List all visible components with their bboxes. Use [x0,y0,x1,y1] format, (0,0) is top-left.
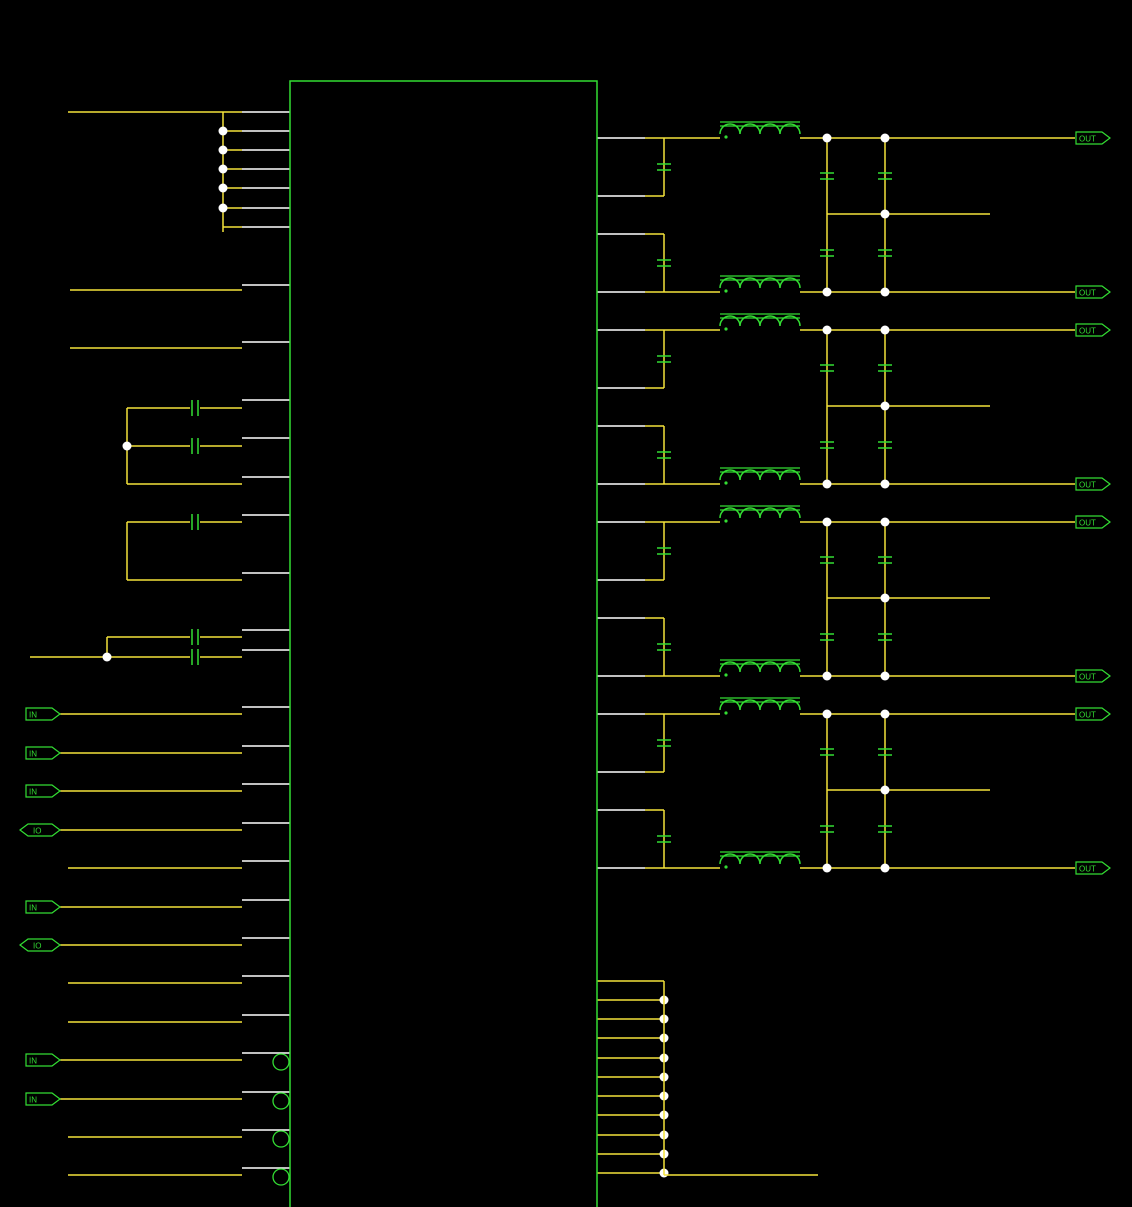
inductor-polarity-dot [724,481,727,484]
port-flag-text: OUT [1079,710,1096,720]
pvdd-junction-dot [219,165,228,174]
parts-layer [20,81,1110,1207]
port-flag-text: IN [29,710,37,720]
pvdd-junction-dot [219,204,228,213]
filter-junction-dot [881,710,890,719]
wires-layer [30,112,1075,1178]
port-flag-text: IO [33,826,42,836]
port-flag-text: OUT [1079,518,1096,528]
io-port-flag [20,939,60,951]
vcom-junction-dot [123,442,132,451]
filter-junction-dot [881,288,890,297]
filter-gnd-junction-dot [881,786,890,795]
filter-junction-dot [881,864,890,873]
output-port-flag [1076,516,1110,528]
filter-gnd-junction-dot [881,594,890,603]
port-flag-text: OUT [1079,864,1096,874]
inductor-polarity-dot [724,865,727,868]
filter-junction-dot [823,134,832,143]
output-port-flag [1076,478,1110,490]
port-flag-text: IN [29,1056,37,1066]
inverted-pin-circle [273,1054,289,1070]
filter-junction-dot [823,710,832,719]
io-port-flag [20,824,60,836]
filter-junction-dot [881,326,890,335]
input-port-flag [26,1093,60,1105]
filter-junction-dot [881,672,890,681]
inductor-p-ch3 [720,314,800,331]
input-port-flag [26,901,60,913]
port-flag-text: IN [29,1095,37,1105]
input-port-flag [26,747,60,759]
input-port-flag [26,785,60,797]
inductor-polarity-dot [724,135,727,138]
port-flag-text: OUT [1079,326,1096,336]
inverted-pin-circle [273,1131,289,1147]
filter-junction-dot [823,326,832,335]
inductor-polarity-dot [724,519,727,522]
port-flag-text: OUT [1079,288,1096,298]
filter-junction-dot [823,864,832,873]
inductor-m-ch2 [720,660,800,677]
inverted-pin-circle [273,1169,289,1185]
inductor-m-ch3 [720,468,800,485]
port-flag-text: OUT [1079,134,1096,144]
output-port-flag [1076,670,1110,682]
output-port-flag [1076,708,1110,720]
port-flag-text: IO [33,941,42,951]
pvdd-junction-dot [219,184,228,193]
filter-gnd-junction-dot [881,402,890,411]
output-port-flag [1076,132,1110,144]
inductor-p-ch2 [720,506,800,523]
filter-junction-dot [881,480,890,489]
pvdd-junction-dot [219,146,228,155]
port-flag-text: OUT [1079,480,1096,490]
inverted-pin-circle [273,1093,289,1109]
input-port-flag [26,1054,60,1066]
port-flag-text: OUT [1079,672,1096,682]
filter-junction-dot [881,134,890,143]
inductor-polarity-dot [724,327,727,330]
output-port-flag [1076,324,1110,336]
output-port-flag [1076,286,1110,298]
filter-junction-dot [823,288,832,297]
port-flag-text: IN [29,749,37,759]
inductor-polarity-dot [724,289,727,292]
port-flag-text: IN [29,903,37,913]
filter-gnd-junction-dot [881,210,890,219]
inductor-polarity-dot [724,673,727,676]
gvdd-gnd-junction-dot [103,653,112,662]
inductor-polarity-dot [724,711,727,714]
filter-junction-dot [823,518,832,527]
port-flag-text: IN [29,787,37,797]
filter-junction-dot [881,518,890,527]
output-port-flag [1076,862,1110,874]
chip-body [290,81,597,1207]
inductor-p-ch1 [720,698,800,715]
filter-junction-dot [823,672,832,681]
inductor-m-ch1 [720,852,800,869]
inductor-m-ch4 [720,276,800,293]
input-port-flag [26,708,60,720]
filter-junction-dot [823,480,832,489]
inductor-p-ch4 [720,122,800,139]
pvdd-junction-dot [219,127,228,136]
